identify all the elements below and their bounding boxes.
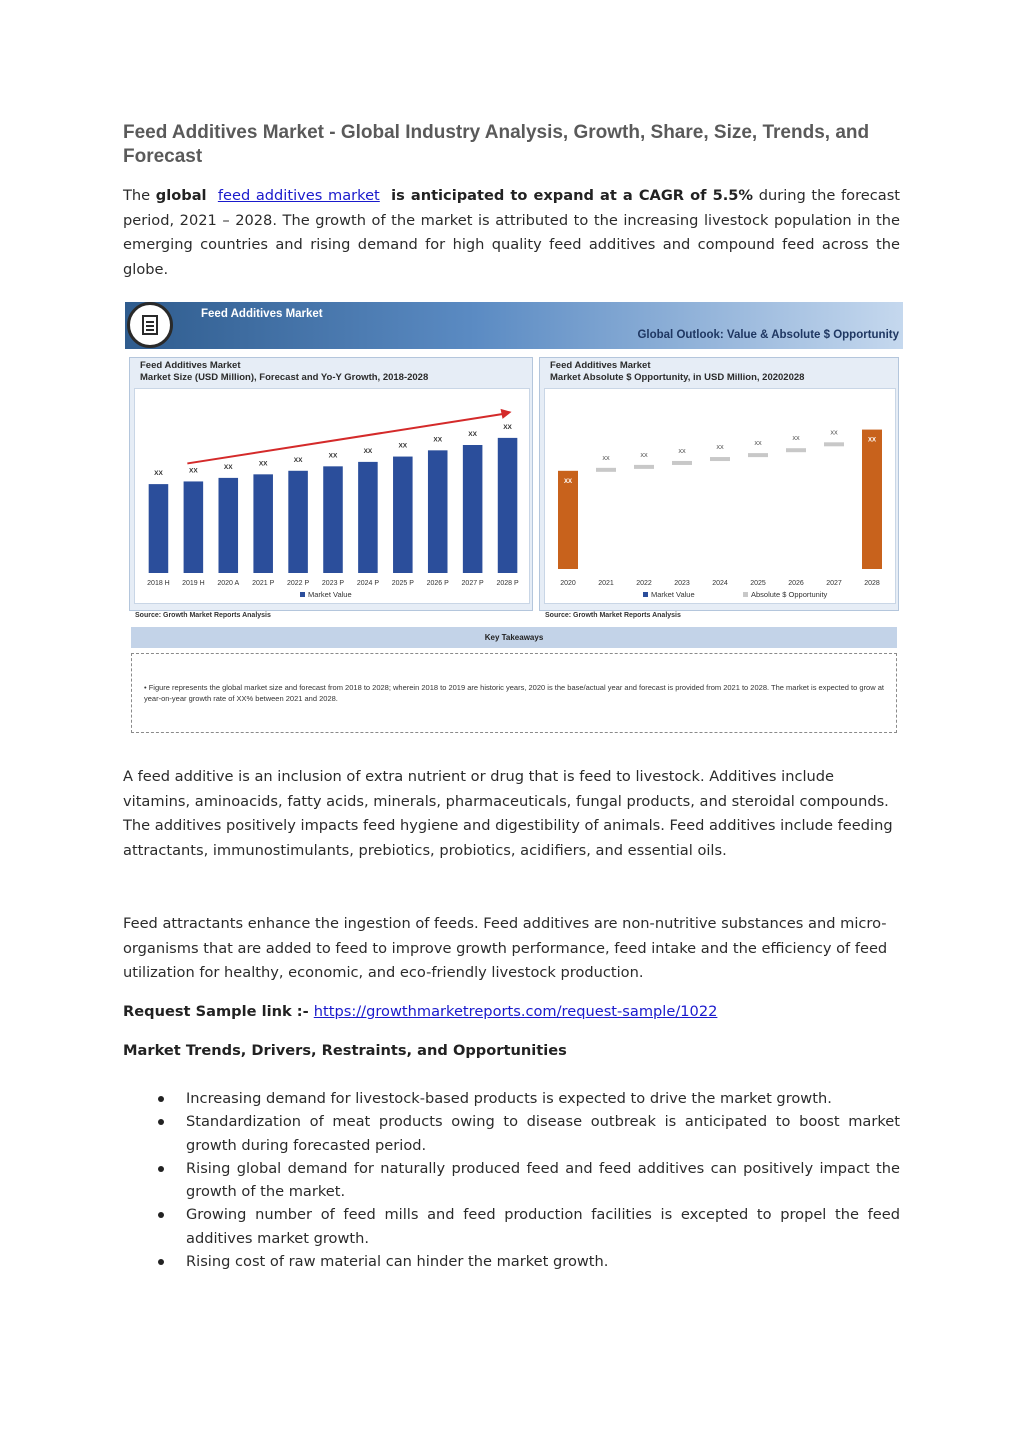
- x-tick-label: 2021: [598, 580, 614, 587]
- opportunity-data-label: XX: [640, 452, 648, 459]
- request-sample-line: [123, 1000, 900, 1025]
- key-takeaways-header: Key Takeaways: [131, 627, 897, 648]
- request-sample-link[interactable]: https://growthmarketreports.com/request-sample/1022: [313, 1003, 718, 1020]
- bar-data-label: XX: [563, 478, 573, 485]
- market-size-bar-chart: [135, 389, 529, 603]
- x-tick-label: 2022: [636, 580, 652, 587]
- legend-swatch-absolute-opportunity: [743, 592, 748, 597]
- market-value-bar: [558, 471, 578, 569]
- market-value-bar: [463, 445, 483, 573]
- x-tick-label: 2025 P: [391, 580, 414, 587]
- growth-arrow-head-icon: [501, 409, 512, 419]
- list-item: Rising global demand for naturally produced feed and feed additives can positively impact the growth of the market.: [123, 1157, 900, 1204]
- infographic-banner: [125, 302, 903, 349]
- x-tick-label: 2018 H: [147, 580, 170, 587]
- request-sample-label: Request Sample link :-: [123, 1003, 314, 1020]
- market-value-bar: [358, 462, 378, 573]
- bar-data-label: XX: [258, 460, 268, 468]
- bar-data-label: XX: [223, 463, 233, 471]
- bullet-icon: [158, 1166, 164, 1172]
- market-value-bar: [323, 466, 343, 573]
- legend-swatch-market-value: [643, 592, 648, 597]
- market-value-bar: [498, 438, 518, 573]
- list-item: Growing number of feed mills and feed production facilities is excepted to propel the feed additives market growth.: [123, 1203, 900, 1250]
- right-panel-subtitle: Market Absolute $ Opportunity, in USD Million, 20202028: [550, 372, 805, 383]
- opportunity-data-label: XX: [716, 445, 724, 452]
- x-tick-label: 2028 P: [496, 580, 519, 587]
- key-takeaways-text: • Figure represents the global market size and forecast from 2018 to 2028; wherein 2018 to 2019 are historic years, 2020 is the base/actual year and forecast is provided from 2021 to 2028. The market is expected to grow at year-on-year growth rate of XX% between 2021 and 2028.: [144, 683, 884, 703]
- paragraph-feed-attractants: Feed attractants enhance the ingestion of feeds. Feed additives are non-nutritive substances and micro-organisms that are added to feed to improve growth performance, feed intake and the efficiency of feed utilization for healthy, economic, and eco-friendly livestock production.: [123, 915, 888, 981]
- intro-text-start: The: [123, 187, 156, 204]
- market-trends-list: [123, 1087, 900, 1273]
- x-tick-label: 2027 P: [461, 580, 484, 587]
- intro-paragraph: [123, 184, 900, 282]
- x-tick-label: 2026: [788, 580, 804, 587]
- right-chart-source: Source: Growth Market Reports Analysis: [545, 612, 681, 619]
- opportunity-data-label: XX: [602, 455, 610, 462]
- list-item: Standardization of meat products owing to disease outbreak is anticipated to boost market growth during forecasted period.: [123, 1110, 900, 1157]
- market-value-bar: [393, 457, 413, 573]
- opportunity-data-label: XX: [792, 436, 800, 443]
- market-value-bar: [184, 481, 204, 573]
- legend-label-absolute-opportunity: Absolute $ Opportunity: [751, 590, 828, 599]
- x-tick-label: 2020: [560, 580, 576, 587]
- bullet-icon: [158, 1096, 164, 1102]
- banner-title: Feed Additives Market: [201, 308, 323, 320]
- left-panel-title: Feed Additives Market: [140, 360, 241, 371]
- growth-trend-arrow: [187, 414, 503, 464]
- key-takeaways-box: [131, 653, 897, 733]
- paragraph-feed-additive-definition: A feed additive is an inclusion of extra nutrient or drug that is feed to livestock. Additives include vitamins, aminoacids, fatty acids, minerals, pharmaceuticals, fungal products, and steroidal compounds. The additives positively impacts feed hygiene and digestibility of animals. Feed additives include feeding attractants, immunostimulants, prebiotics, probiotics, acidifiers, and essential oils.: [123, 768, 893, 859]
- x-tick-label: 2028: [864, 580, 880, 587]
- absolute-opportunity-marker: [634, 465, 654, 469]
- market-size-chart-area: [134, 388, 530, 604]
- bar-data-label: XX: [189, 467, 198, 475]
- intro-text-rest: during the forecast period, 2021 – 2028. The growth of the market is attributed to the increasing livestock population in the emerging countries and rising demand for high quality feed additives and compound feed across the globe.: [123, 187, 901, 278]
- x-tick-label: 2019 H: [182, 580, 205, 587]
- market-value-bar: [218, 478, 238, 573]
- x-tick-label: 2026 P: [426, 580, 449, 587]
- absolute-opportunity-marker: [748, 453, 768, 457]
- section-heading-market-trends: Market Trends, Drivers, Restraints, and Opportunities: [123, 1042, 567, 1059]
- banner-subtitle: Global Outlook: Value & Absolute $ Opportunity: [637, 329, 899, 341]
- bar-data-label: XX: [154, 470, 163, 478]
- bullet-icon: [158, 1259, 164, 1265]
- x-tick-label: 2022 P: [286, 580, 310, 587]
- x-tick-label: 2020 A: [217, 580, 240, 587]
- legend-swatch-market-value: [300, 592, 305, 597]
- absolute-opportunity-marker: [710, 457, 730, 461]
- market-size-panel: [129, 357, 533, 611]
- bar-data-label: XX: [293, 456, 303, 464]
- bar-data-label: XX: [867, 437, 877, 444]
- list-item: Increasing demand for livestock-based products is expected to drive the market growth.: [123, 1087, 900, 1110]
- absolute-opportunity-marker: [596, 468, 616, 472]
- left-panel-subtitle: Market Size (USD Million), Forecast and Yo-Y Growth, 2018-2028: [140, 372, 429, 383]
- list-item: Rising cost of raw material can hinder the market growth.: [123, 1250, 900, 1273]
- x-tick-label: 2027: [826, 580, 842, 587]
- opportunity-data-label: XX: [754, 441, 762, 448]
- absolute-opportunity-marker: [786, 448, 806, 452]
- bar-data-label: XX: [433, 436, 443, 444]
- x-tick-label: 2023 P: [321, 580, 345, 587]
- x-tick-label: 2023: [674, 580, 690, 587]
- absolute-opportunity-chart-area: [544, 388, 896, 604]
- absolute-opportunity-panel: [539, 357, 899, 611]
- market-value-bar: [428, 450, 448, 573]
- bullet-icon: [158, 1212, 164, 1218]
- bar-data-label: XX: [468, 431, 477, 438]
- market-value-bar: [862, 430, 882, 569]
- opportunity-data-label: XX: [830, 430, 838, 437]
- intro-bold-global: global: [155, 187, 207, 204]
- report-document-icon: [127, 302, 173, 348]
- feed-additives-market-link[interactable]: feed additives market: [217, 187, 380, 204]
- x-tick-label: 2024 P: [356, 580, 380, 587]
- document-title: Feed Additives Market - Global Industry Analysis, Growth, Share, Size, Trends, and Forecast: [123, 122, 870, 167]
- bar-data-label: XX: [328, 452, 338, 460]
- left-chart-source: Source: Growth Market Reports Analysis: [135, 612, 271, 619]
- bar-data-label: XX: [398, 442, 408, 450]
- bullet-icon: [158, 1119, 164, 1125]
- market-value-bar: [149, 484, 169, 573]
- bar-data-label: XX: [363, 447, 373, 455]
- absolute-opportunity-bar-chart: [545, 389, 895, 603]
- x-tick-label: 2024: [712, 580, 728, 587]
- legend-label-market-value: Market Value: [651, 590, 695, 599]
- right-panel-title: Feed Additives Market: [550, 360, 651, 371]
- legend-label-market-value: Market Value: [308, 590, 352, 599]
- x-tick-label: 2021 P: [252, 580, 275, 587]
- market-infographic: [125, 302, 903, 738]
- opportunity-data-label: XX: [678, 448, 686, 455]
- market-value-bar: [288, 471, 308, 573]
- market-value-bar: [253, 474, 273, 573]
- absolute-opportunity-marker: [824, 442, 844, 446]
- x-tick-label: 2025: [750, 580, 766, 587]
- absolute-opportunity-marker: [672, 461, 692, 465]
- intro-bold-cagr: is anticipated to expand at a CAGR of 5.5%: [391, 187, 754, 204]
- bar-data-label: XX: [503, 423, 512, 431]
